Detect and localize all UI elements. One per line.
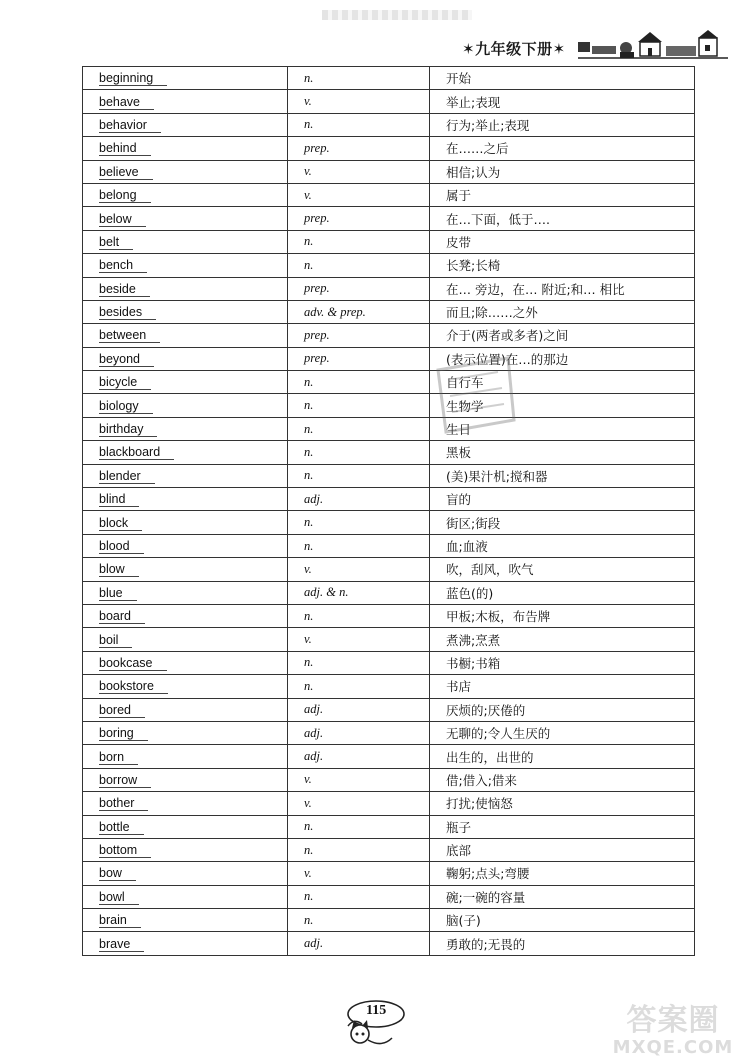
word-text: belt xyxy=(99,236,133,250)
word-text: believe xyxy=(99,166,153,180)
table-row xyxy=(83,137,695,160)
word-cell xyxy=(83,183,288,206)
site-watermark xyxy=(598,1004,748,1060)
meaning-cell: 吹，刮风，吹气 xyxy=(430,558,695,581)
table-row xyxy=(83,90,695,113)
word-cell xyxy=(83,698,288,721)
table-row xyxy=(83,113,695,136)
part-of-speech-cell: n. xyxy=(288,838,430,861)
part-of-speech-cell: adj. xyxy=(288,932,430,955)
meaning-cell: 无聊的;令人生厌的 xyxy=(430,721,695,744)
vocabulary-table xyxy=(82,66,695,956)
meaning-cell: 厌烦的;厌倦的 xyxy=(430,698,695,721)
part-of-speech-cell: n. xyxy=(288,534,430,557)
table-row xyxy=(83,511,695,534)
meaning-cell: 血;血液 xyxy=(430,534,695,557)
meaning-cell: 盲的 xyxy=(430,488,695,511)
word-cell xyxy=(83,792,288,815)
publisher-stamp-watermark xyxy=(418,340,528,450)
word-cell xyxy=(83,511,288,534)
part-of-speech-cell: n. xyxy=(288,67,430,90)
word-cell xyxy=(83,604,288,627)
word-text: bow xyxy=(99,867,136,881)
word-text: brain xyxy=(99,914,141,928)
table-row xyxy=(83,768,695,791)
meaning-cell: 鞠躬;点头;弯腰 xyxy=(430,862,695,885)
word-cell xyxy=(83,721,288,744)
meaning-cell: 长凳;长椅 xyxy=(430,254,695,277)
part-of-speech-cell: prep. xyxy=(288,277,430,300)
meaning-cell: 举止;表现 xyxy=(430,90,695,113)
meaning-cell: 打扰;使恼怒 xyxy=(430,792,695,815)
word-text: bicycle xyxy=(99,376,151,390)
part-of-speech-cell: v. xyxy=(288,558,430,581)
table-row xyxy=(83,675,695,698)
word-cell xyxy=(83,909,288,932)
part-of-speech-cell: n. xyxy=(288,441,430,464)
word-text: bookstore xyxy=(99,680,168,694)
word-text: below xyxy=(99,213,146,227)
meaning-cell: 底部 xyxy=(430,838,695,861)
meaning-cell: 开始 xyxy=(430,67,695,90)
word-text: bottom xyxy=(99,844,151,858)
part-of-speech-cell: n. xyxy=(288,511,430,534)
part-of-speech-cell: prep. xyxy=(288,207,430,230)
table-row xyxy=(83,230,695,253)
meaning-cell: 出生的，出世的 xyxy=(430,745,695,768)
meaning-cell: (美)果汁机;搅和器 xyxy=(430,464,695,487)
part-of-speech-cell: prep. xyxy=(288,137,430,160)
word-cell xyxy=(83,932,288,955)
word-text: beyond xyxy=(99,353,154,367)
table-row xyxy=(83,581,695,604)
word-text: boil xyxy=(99,634,132,648)
word-cell xyxy=(83,254,288,277)
page-number: 115 xyxy=(366,1003,387,1018)
table-row xyxy=(83,441,695,464)
word-cell xyxy=(83,488,288,511)
table-row xyxy=(83,324,695,347)
part-of-speech-cell: n. xyxy=(288,417,430,440)
table-row xyxy=(83,488,695,511)
part-of-speech-cell: v. xyxy=(288,862,430,885)
word-cell xyxy=(83,768,288,791)
word-text: besides xyxy=(99,306,156,320)
meaning-cell: 而且;除……之外 xyxy=(430,300,695,323)
word-cell xyxy=(83,417,288,440)
meaning-cell: 相信;认为 xyxy=(430,160,695,183)
word-cell xyxy=(83,862,288,885)
part-of-speech-cell: adj. xyxy=(288,488,430,511)
word-text: bench xyxy=(99,259,147,273)
table-row xyxy=(83,254,695,277)
table-row xyxy=(83,745,695,768)
word-text: between xyxy=(99,329,160,343)
word-text: bottle xyxy=(99,821,144,835)
word-text: borrow xyxy=(99,774,151,788)
word-cell xyxy=(83,90,288,113)
part-of-speech-cell: v. xyxy=(288,628,430,651)
word-cell xyxy=(83,277,288,300)
word-text: blind xyxy=(99,493,139,507)
word-cell xyxy=(83,558,288,581)
word-cell xyxy=(83,347,288,370)
meaning-cell: 蓝色(的) xyxy=(430,581,695,604)
word-text: bother xyxy=(99,797,148,811)
word-cell xyxy=(83,67,288,90)
part-of-speech-cell: n. xyxy=(288,113,430,136)
word-cell xyxy=(83,581,288,604)
word-text: board xyxy=(99,610,145,624)
word-cell xyxy=(83,745,288,768)
table-row xyxy=(83,67,695,90)
meaning-cell: 皮带 xyxy=(430,230,695,253)
table-row xyxy=(83,183,695,206)
word-cell xyxy=(83,113,288,136)
word-text: blue xyxy=(99,587,137,601)
word-text: belong xyxy=(99,189,151,203)
part-of-speech-cell: n. xyxy=(288,885,430,908)
table-row xyxy=(83,277,695,300)
meaning-cell: 勇敢的;无畏的 xyxy=(430,932,695,955)
table-row xyxy=(83,347,695,370)
part-of-speech-cell: n. xyxy=(288,230,430,253)
part-of-speech-cell: v. xyxy=(288,792,430,815)
site-watermark-logo-text: 答案圈 xyxy=(626,1003,720,1038)
part-of-speech-cell: n. xyxy=(288,815,430,838)
table-row xyxy=(83,885,695,908)
table-row xyxy=(83,909,695,932)
meaning-cell: 瓶子 xyxy=(430,815,695,838)
word-text: biology xyxy=(99,400,153,414)
word-cell xyxy=(83,675,288,698)
table-row xyxy=(83,932,695,955)
meaning-cell: 煮沸;烹煮 xyxy=(430,628,695,651)
table-row xyxy=(83,838,695,861)
part-of-speech-cell: adj. xyxy=(288,745,430,768)
meaning-cell: 碗;一碗的容量 xyxy=(430,885,695,908)
part-of-speech-cell: v. xyxy=(288,768,430,791)
meaning-cell: 甲板;木板，布告牌 xyxy=(430,604,695,627)
word-text: beginning xyxy=(99,72,167,86)
meaning-cell: 生物学 xyxy=(430,394,695,417)
word-cell xyxy=(83,441,288,464)
word-cell xyxy=(83,207,288,230)
meaning-cell: 在……之后 xyxy=(430,137,695,160)
word-text: behind xyxy=(99,142,151,156)
part-of-speech-cell: n. xyxy=(288,604,430,627)
word-text: boring xyxy=(99,727,148,741)
table-row xyxy=(83,207,695,230)
part-of-speech-cell: v. xyxy=(288,160,430,183)
part-of-speech-cell: adj. xyxy=(288,721,430,744)
meaning-cell: 自行车 xyxy=(430,371,695,394)
part-of-speech-cell: n. xyxy=(288,675,430,698)
word-cell xyxy=(83,885,288,908)
table-row xyxy=(83,558,695,581)
word-text: behavior xyxy=(99,119,161,133)
part-of-speech-cell: prep. xyxy=(288,347,430,370)
table-row xyxy=(83,862,695,885)
table-row xyxy=(83,651,695,674)
vocabulary-table-body xyxy=(83,67,695,956)
word-cell xyxy=(83,464,288,487)
part-of-speech-cell: n. xyxy=(288,909,430,932)
word-text: bookcase xyxy=(99,657,167,671)
meaning-cell: 书橱;书箱 xyxy=(430,651,695,674)
part-of-speech-cell: n. xyxy=(288,371,430,394)
word-cell xyxy=(83,160,288,183)
word-cell xyxy=(83,230,288,253)
word-cell xyxy=(83,534,288,557)
word-cell xyxy=(83,815,288,838)
word-text: born xyxy=(99,751,138,765)
word-cell xyxy=(83,651,288,674)
word-text: blood xyxy=(99,540,144,554)
part-of-speech-cell: n. xyxy=(288,464,430,487)
meaning-cell: 生日 xyxy=(430,417,695,440)
part-of-speech-cell: adv. & prep. xyxy=(288,300,430,323)
table-row xyxy=(83,792,695,815)
word-cell xyxy=(83,394,288,417)
meaning-cell: 书店 xyxy=(430,675,695,698)
table-row xyxy=(83,628,695,651)
part-of-speech-cell: n. xyxy=(288,254,430,277)
part-of-speech-cell: adj. & n. xyxy=(288,581,430,604)
meaning-cell: 脑(子) xyxy=(430,909,695,932)
part-of-speech-cell: prep. xyxy=(288,324,430,347)
word-text: blender xyxy=(99,470,155,484)
table-row xyxy=(83,534,695,557)
table-row xyxy=(83,371,695,394)
meaning-cell: 介于(两者或多者)之间 xyxy=(430,324,695,347)
table-row xyxy=(83,604,695,627)
meaning-cell: 属于 xyxy=(430,183,695,206)
part-of-speech-cell: n. xyxy=(288,394,430,417)
table-row xyxy=(83,160,695,183)
meaning-cell: 街区;街段 xyxy=(430,511,695,534)
meaning-cell: 借;借入;借来 xyxy=(430,768,695,791)
table-row xyxy=(83,417,695,440)
table-row xyxy=(83,698,695,721)
word-text: brave xyxy=(99,938,144,952)
village-illustration xyxy=(578,28,728,62)
word-cell xyxy=(83,628,288,651)
word-text: blackboard xyxy=(99,446,174,460)
word-text: behave xyxy=(99,96,154,110)
part-of-speech-cell: v. xyxy=(288,90,430,113)
meaning-cell: 黑板 xyxy=(430,441,695,464)
site-watermark-domain: MXQE.COM xyxy=(612,1037,734,1058)
table-row xyxy=(83,721,695,744)
word-cell xyxy=(83,137,288,160)
word-text: bowl xyxy=(99,891,139,905)
part-of-speech-cell: v. xyxy=(288,183,430,206)
word-text: block xyxy=(99,517,142,531)
word-text: blow xyxy=(99,563,139,577)
meaning-cell: 行为;举止;表现 xyxy=(430,113,695,136)
word-cell xyxy=(83,300,288,323)
meaning-cell: 在… 旁边，在… 附近;和… 相比 xyxy=(430,277,695,300)
word-text: birthday xyxy=(99,423,157,437)
grade-label: ✶九年级下册✶ xyxy=(462,40,566,58)
table-row xyxy=(83,300,695,323)
table-row xyxy=(83,394,695,417)
meaning-cell: (表示位置)在…的那边 xyxy=(430,347,695,370)
part-of-speech-cell: n. xyxy=(288,651,430,674)
table-row xyxy=(83,464,695,487)
table-row xyxy=(83,815,695,838)
word-cell xyxy=(83,324,288,347)
word-cell xyxy=(83,838,288,861)
word-text: beside xyxy=(99,283,150,297)
word-text: bored xyxy=(99,704,145,718)
word-cell xyxy=(83,371,288,394)
part-of-speech-cell: adj. xyxy=(288,698,430,721)
meaning-cell: 在…下面，低于…. xyxy=(430,207,695,230)
scan-header-strip xyxy=(322,10,472,20)
